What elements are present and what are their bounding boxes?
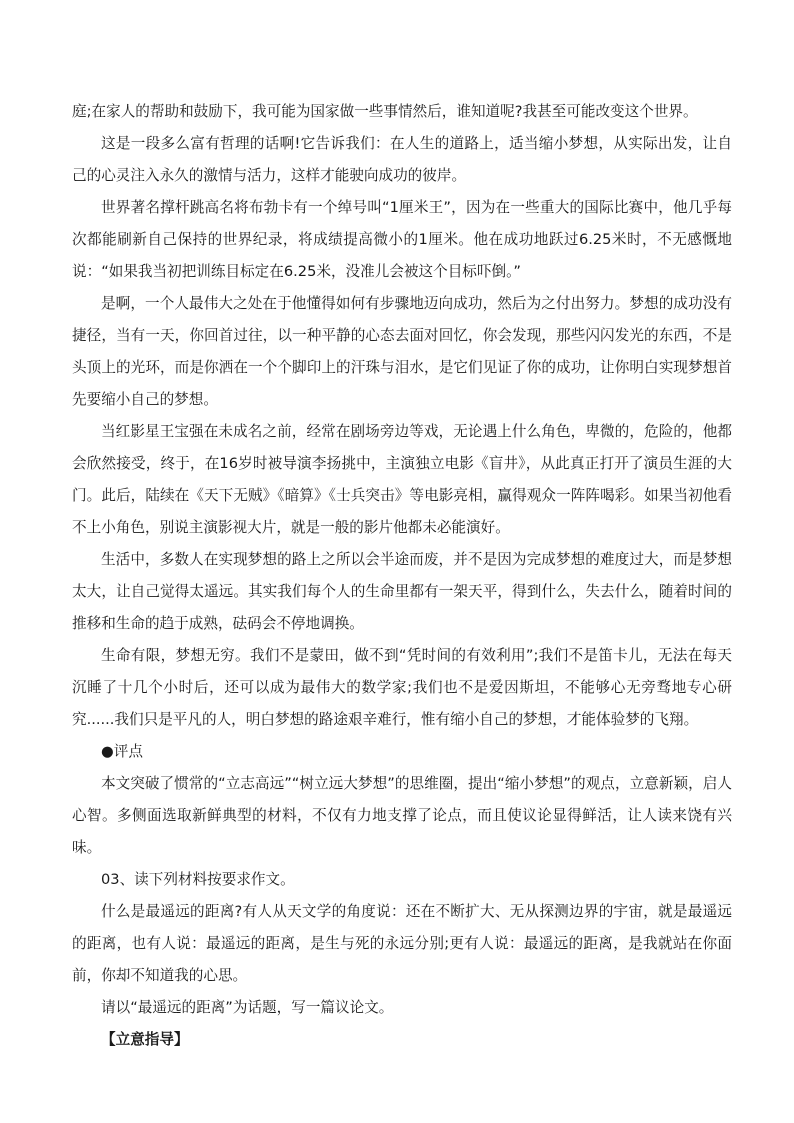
question-material: 什么是最遥远的距离?有人从天文学的角度说：还在不断扩大、无从探测边界的宇宙，就是最遥远的距离，也有人说：最遥远的距离，是生与死的永远分别;更有人说：最遥远的距离，是我就站在你面前，你却不知道我的心思。 [72,903,732,984]
commentary-label: ●评点 [101,743,143,760]
article-body [72,96,732,1056]
paragraph-philosophy: 这是一段多么富有哲理的话啊!它告诉我们：在人生的道路上，适当缩小梦想，从实际出发，让自己的心灵注入永久的激情与活力，这样才能驶向成功的彼岸。 [72,135,732,184]
paragraph-limited-life: 生命有限，梦想无穷。我们不是蒙田，做不到“凭时间的有效利用”;我们不是笛卡儿，无法在每天沉睡了十几个小时后，还可以成为最伟大的数学家;我们也不是爱因斯坦，不能够心无旁骛地专心研究......我们只是平凡的人，明白梦想的路途艰辛难行，惟有缩小自己的梦想，才能体验梦的飞翔。 [72,647,732,728]
paragraph-life-balance: 生活中，多数人在实现梦想的路上之所以会半途而废，并不是因为完成梦想的难度过大，而是梦想太大，让自己觉得太遥远。其实我们每个人的生命里都有一架天平，得到什么，失去什么，随着时间的推移和生命的趋于成熟，砝码会不停地调换。 [72,551,732,632]
paragraph-greatness: 是啊，一个人最伟大之处在于他懂得如何有步骤地迈向成功，然后为之付出努力。梦想的成功没有捷径，当有一天，你回首过往，以一种平静的心态去面对回忆，你会发现，那些闪闪发光的东西，不是头顶上的光环，而是你洒在一个个脚印上的汗珠与泪水，是它们见证了你的成功，让你明白实现梦想首先要缩小自己的梦想。 [72,295,732,408]
paragraph-continuation: 庭;在家人的帮助和鼓励下，我可能为国家做一些事情然后，谁知道呢?我甚至可能改变这个世界。 [72,103,698,120]
section-heading-guidance: 【立意指导】 [101,1031,189,1048]
question-prompt: 请以“最遥远的距离”为话题，写一篇议论文。 [101,999,394,1016]
commentary-text: 本文突破了惯常的“立志高远”“树立远大梦想”的思维圈，提出“缩小梦想”的观点，立意新颖，启人心智。多侧面选取新鲜典型的材料，不仅有力地支撑了论点，而且使议论显得鲜活，让人读来饶有兴味。 [72,775,732,856]
paragraph-wang-baoqiang: 当红影星王宝强在未成名之前，经常在剧场旁边等戏，无论遇上什么角色，卑微的，危险的，他都会欣然接受，终于，在16岁时被导演李扬挑中，主演独立电影《盲井》，从此真正打开了演员生涯的大门。此后，陆续在《天下无贼》《暗算》《士兵突击》等电影亮相，赢得观众一阵阵喝彩。如果当初他看不上小角色，别说主演影视大片，就是一般的影片他都未必能演好。 [72,423,732,536]
paragraph-bubka: 世界著名撑杆跳高名将布勃卡有一个绰号叫“1厘米王”，因为在一些重大的国际比赛中，他几乎每次都能刷新自己保持的世界纪录，将成绩提高微小的1厘米。他在成功地跃过6.25米时，不无感慨地说：“如果我当初把训练目标定在6.25米，没准儿会被这个目标吓倒。” [72,199,732,280]
question-heading: 03、读下列材料按要求作文。 [101,871,295,888]
